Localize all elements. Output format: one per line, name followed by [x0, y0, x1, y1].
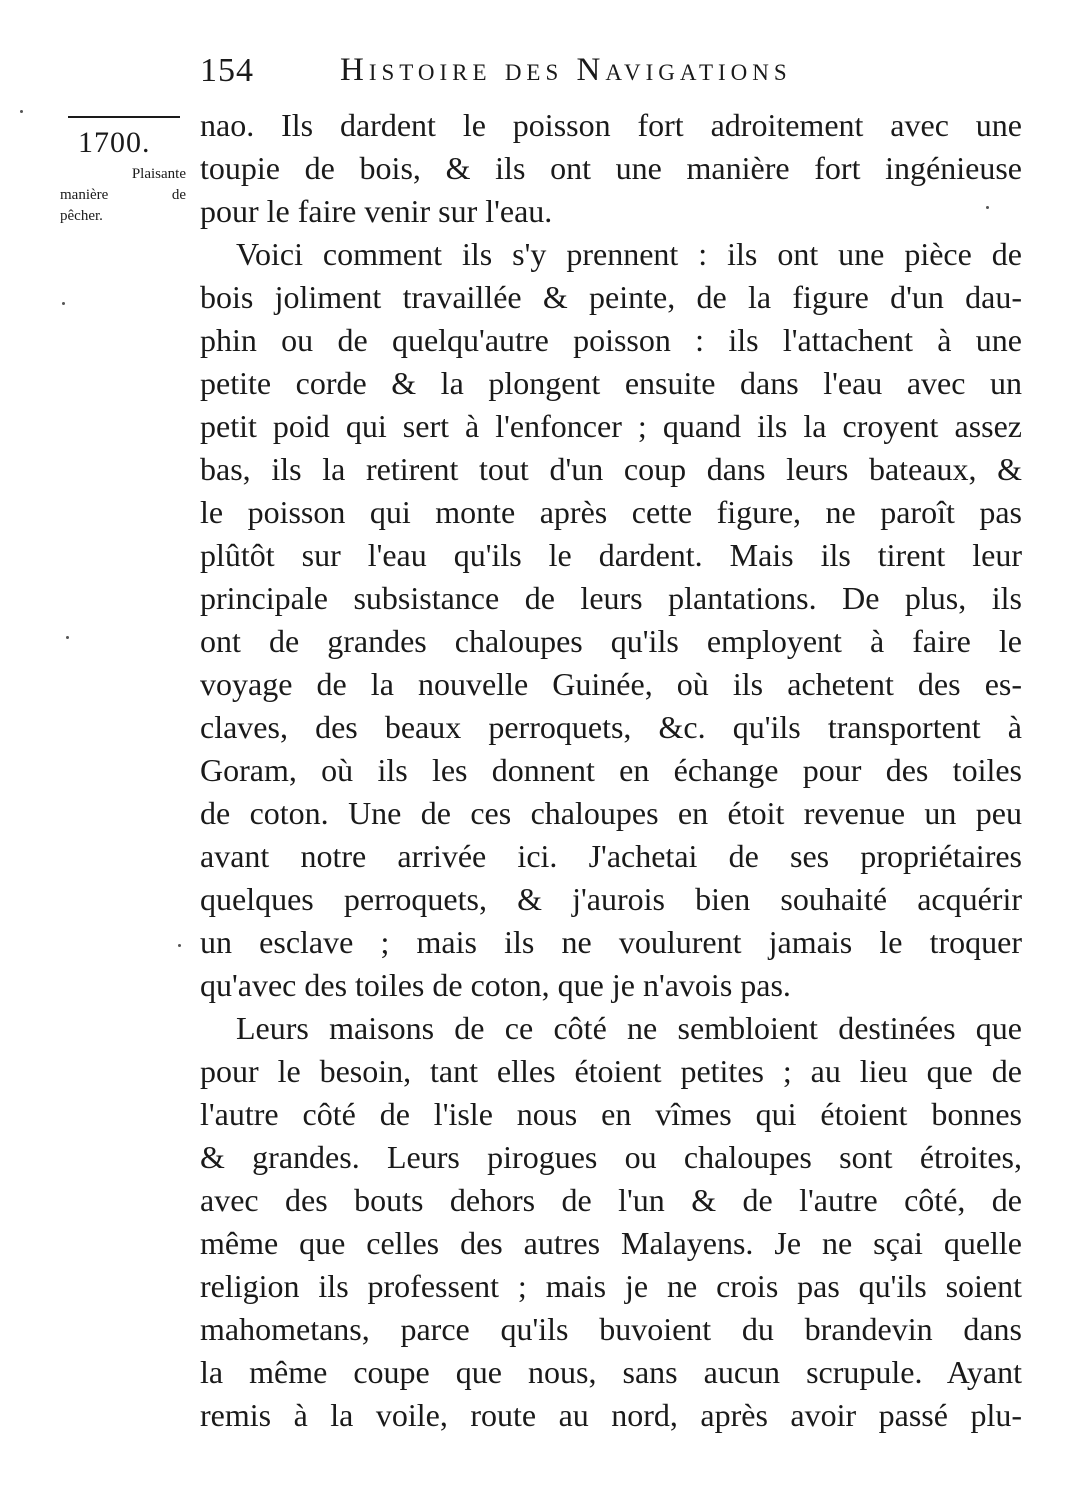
- text-line: le poisson qui monte après cette figure, ne paroît pas: [200, 494, 1022, 530]
- paragraph-start-line: Leurs maisons de ce côté ne sembloient destinées que: [236, 1010, 1022, 1046]
- margin-year: 1700.: [78, 126, 151, 159]
- text-line: remis à la voile, route au nord, après avoir passé plu-: [200, 1397, 1022, 1433]
- text-line: de coton. Une de ces chaloupes en étoit revenue un peu: [200, 795, 1022, 831]
- text-line: principale subsistance de leurs plantations. De plus, ils: [200, 580, 1022, 616]
- text-line: petite corde & la plongent ensuite dans l'eau avec un: [200, 365, 1022, 401]
- paper-speck: [986, 206, 989, 209]
- text-line: nao. Ils dardent le poisson fort adroitement avec une: [200, 107, 1022, 143]
- text-line: claves, des beaux perroquets, &c. qu'ils transportent à: [200, 709, 1022, 745]
- text-line: quelques perroquets, & j'aurois bien souhaité acquérir: [200, 881, 1022, 917]
- text-line: religion ils professent ; mais je ne crois pas qu'ils soient: [200, 1268, 1022, 1304]
- margin-rule: [68, 116, 180, 118]
- page-number: 154: [200, 52, 254, 89]
- book-title: Histoire des Navigations: [340, 52, 792, 88]
- text-line: avant notre arrivée ici. J'achetai de ses propriétaires: [200, 838, 1022, 874]
- margin-note: [60, 164, 186, 227]
- margin-note-line: manière de: [60, 187, 186, 203]
- paper-speck: [20, 110, 23, 113]
- text-line: ont de grandes chaloupes qu'ils employent à faire le: [200, 623, 1022, 659]
- paper-speck: [66, 636, 69, 639]
- text-line: qu'avec des toiles de coton, que je n'avois pas.: [200, 967, 791, 1003]
- text-line: petit poid qui sert à l'enfoncer ; quand ils la croyent assez: [200, 408, 1022, 444]
- text-line: la même coupe que nous, sans aucun scrupule. Ayant: [200, 1354, 1022, 1390]
- paper-speck: [178, 944, 181, 947]
- running-head: [196, 48, 936, 92]
- text-line: & grandes. Leurs pirogues ou chaloupes sont étroites,: [200, 1139, 1022, 1175]
- text-line: bas, ils la retirent tout d'un coup dans leurs bateaux, &: [200, 451, 1022, 487]
- text-line: pour le faire venir sur l'eau.: [200, 193, 553, 229]
- body-text: [200, 104, 1022, 1437]
- text-line: voyage de la nouvelle Guinée, où ils achetent des es-: [200, 666, 1022, 702]
- text-line: toupie de bois, & ils ont une manière fort ingénieuse: [200, 150, 1022, 186]
- text-line: même que celles des autres Malayens. Je ne sçai quelle: [200, 1225, 1022, 1261]
- text-line: avec des bouts dehors de l'un & de l'autre côté, de: [200, 1182, 1022, 1218]
- margin-note-line: Plaisante: [131, 166, 186, 182]
- text-line: mahometans, parce qu'ils buvoient du brandevin dans: [200, 1311, 1022, 1347]
- text-line: l'autre côté de l'isle nous en vîmes qui étoient bonnes: [200, 1096, 1022, 1132]
- paragraph-start-line: Voici comment ils s'y prennent : ils ont une pièce de: [236, 236, 1022, 272]
- text-line: phin ou de quelqu'autre poisson : ils l'attachent à une: [200, 322, 1022, 358]
- text-line: pour le besoin, tant elles étoient petites ; au lieu que de: [200, 1053, 1022, 1089]
- text-line: bois joliment travaillée & peinte, de la figure d'un dau-: [200, 279, 1022, 315]
- text-line: Goram, où ils les donnent en échange pour des toiles: [200, 752, 1022, 788]
- text-line: un esclave ; mais ils ne voulurent jamais le troquer: [200, 924, 1022, 960]
- margin-note-line: pêcher.: [60, 208, 103, 224]
- paper-speck: [62, 302, 65, 305]
- text-line: plûtôt sur l'eau qu'ils le dardent. Mais ils tirent leur: [200, 537, 1022, 573]
